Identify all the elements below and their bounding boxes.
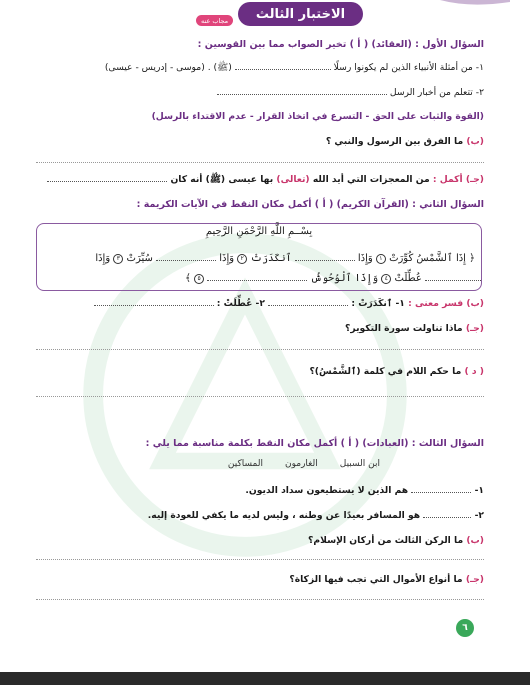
verse-text: وَإِذَا (95, 253, 111, 264)
answer-line[interactable] (36, 559, 484, 560)
verse-line-1 (47, 252, 475, 264)
verse-line-2 (47, 272, 481, 284)
answer-blank[interactable] (423, 509, 471, 518)
q2-c-label: (جـ) (465, 323, 484, 334)
word-choice: الغارمون (284, 459, 318, 469)
q2-d-text: ما حكم اللام في كلمة (ٱلشَّمْسُ)؟ (309, 366, 462, 377)
q3-c-text: ما أنواع الأموال التي تجب فيها الزكاة؟ (289, 574, 463, 585)
q2-c (36, 322, 484, 336)
answer-blank[interactable] (411, 484, 471, 493)
q2-b-label: (ب) فسر معنى : (408, 298, 484, 309)
answer-blank[interactable] (217, 86, 387, 95)
verse-text: ﴿ إِذَا ٱلشَّمْسُ كُوِّرَتْ (389, 253, 475, 264)
verse-text: وَإِذَا ٱلْوُحُوشُ (310, 273, 379, 284)
q3-c (36, 573, 484, 587)
word-choice: ابن السبيل (339, 459, 380, 469)
q1-item2-choices: (القوة والثبات على الحق - التسرع في اتخاذ القرار - عدم الاقتداء بالرسل) (151, 111, 484, 122)
q2-d-label: ( د ) (464, 366, 484, 377)
q2-b (36, 297, 484, 311)
q3-item2-num: ٢- (474, 510, 484, 521)
q3-item2 (36, 509, 484, 523)
verse-text: سُيِّرَتْ (126, 253, 153, 264)
verse-text: عُطِّلَتْ (394, 273, 422, 284)
q2-b-item2: ٢- عُطِّلَتْ : (216, 298, 265, 309)
answer-blank[interactable] (47, 173, 167, 182)
answer-blank[interactable] (207, 272, 307, 281)
q3-b (36, 534, 484, 548)
q1-b-text: ما الفرق بين الرسول والنبي ؟ (325, 136, 464, 147)
bismillah: بِسْــمِ اللَّهِ الرَّحْمَنِ الرَّحِيمِ (205, 226, 313, 237)
verse-number: ١ (376, 254, 386, 264)
q1-item2-text: ٢- تتعلم من أخبار الرسل (389, 87, 484, 98)
q3-heading: السؤال الثالث : (العبادات) ( أ ) أكمل مكان النقط بكلمة مناسبة مما يلي : (145, 438, 484, 449)
q1-b-label: (ب) (466, 136, 484, 147)
q3-word-bank (228, 459, 380, 469)
verse-text: ﴾ (185, 273, 191, 284)
q3-item1 (36, 484, 484, 498)
verse-number: ٢ (237, 254, 247, 264)
q3-c-label: (جـ) (465, 574, 484, 585)
q2-heading: السؤال الثاني : (القرآن الكريم) ( أ ) أكمل مكان النقط في الآيات الكريمة : (136, 199, 484, 210)
verse-number: ٣ (113, 254, 123, 264)
page-number: ٦ (456, 619, 474, 637)
verse-number: ٤ (381, 274, 391, 284)
verse-text: ٱنكَدَرَتْ (250, 253, 292, 264)
verse-text: وَإِذَا (219, 253, 235, 264)
q3-item2-text: هو المسافر بعيدًا عن وطنه ، وليس لديه ما يكفي للعودة إليه. (147, 510, 421, 521)
answer-blank[interactable] (425, 272, 481, 281)
q1-c-label: (جـ) أكمل : (432, 174, 484, 185)
q1-item1-choices: (ﷺ) . (موسى - إدريس - عيسى) (104, 62, 232, 73)
q1-b (36, 135, 484, 149)
q3-b-text: ما الركن الثالث من أركان الإسلام؟ (308, 535, 464, 546)
answer-blank[interactable] (235, 61, 331, 70)
verse-number: ٥ (194, 274, 204, 284)
answer-line[interactable] (36, 396, 484, 397)
q1-item2 (36, 86, 484, 100)
q3-item1-num: ١- (474, 485, 484, 496)
answer-line[interactable] (36, 162, 484, 163)
quran-verses-box (36, 223, 482, 291)
q3-b-label: (ب) (466, 535, 484, 546)
q1-c-end: بها عيسى (ﷺ) أنه كان (170, 174, 274, 185)
word-choice: المساكين (227, 459, 263, 469)
q2-b-item1: ١- ٱنكَدَرَتْ : (351, 298, 405, 309)
exam-title: الاختبار الثالث (238, 2, 363, 26)
bottom-bar (0, 672, 530, 685)
q3-item1-text: هم الذين لا يستطيعون سداد الديون. (245, 485, 409, 496)
q1-c-text: من المعجزات التي أيد الله (312, 174, 430, 185)
q1-heading: السؤال الأول : (العقائد) ( أ ) تخير الصواب مما بين القوسين : (197, 39, 484, 50)
q1-item1-text: ١- من أمثلة الأنبياء الذين لم يكونوا رسلًا (333, 62, 484, 73)
answered-badge: مجاب عنه (196, 15, 233, 26)
answer-blank[interactable] (156, 252, 216, 261)
q1-c-mid: (تعالى) (276, 174, 310, 185)
answer-blank[interactable] (268, 297, 348, 306)
q1-item1 (36, 61, 484, 75)
answer-line[interactable] (36, 349, 484, 350)
q2-d (36, 365, 484, 379)
answer-blank[interactable] (295, 252, 355, 261)
verse-text: وَإِذَا (357, 253, 373, 264)
answer-line[interactable] (36, 599, 484, 600)
q1-c (36, 173, 484, 187)
answer-blank[interactable] (94, 297, 214, 306)
q2-c-text: ماذا تناولت سورة التكوير؟ (345, 323, 463, 334)
